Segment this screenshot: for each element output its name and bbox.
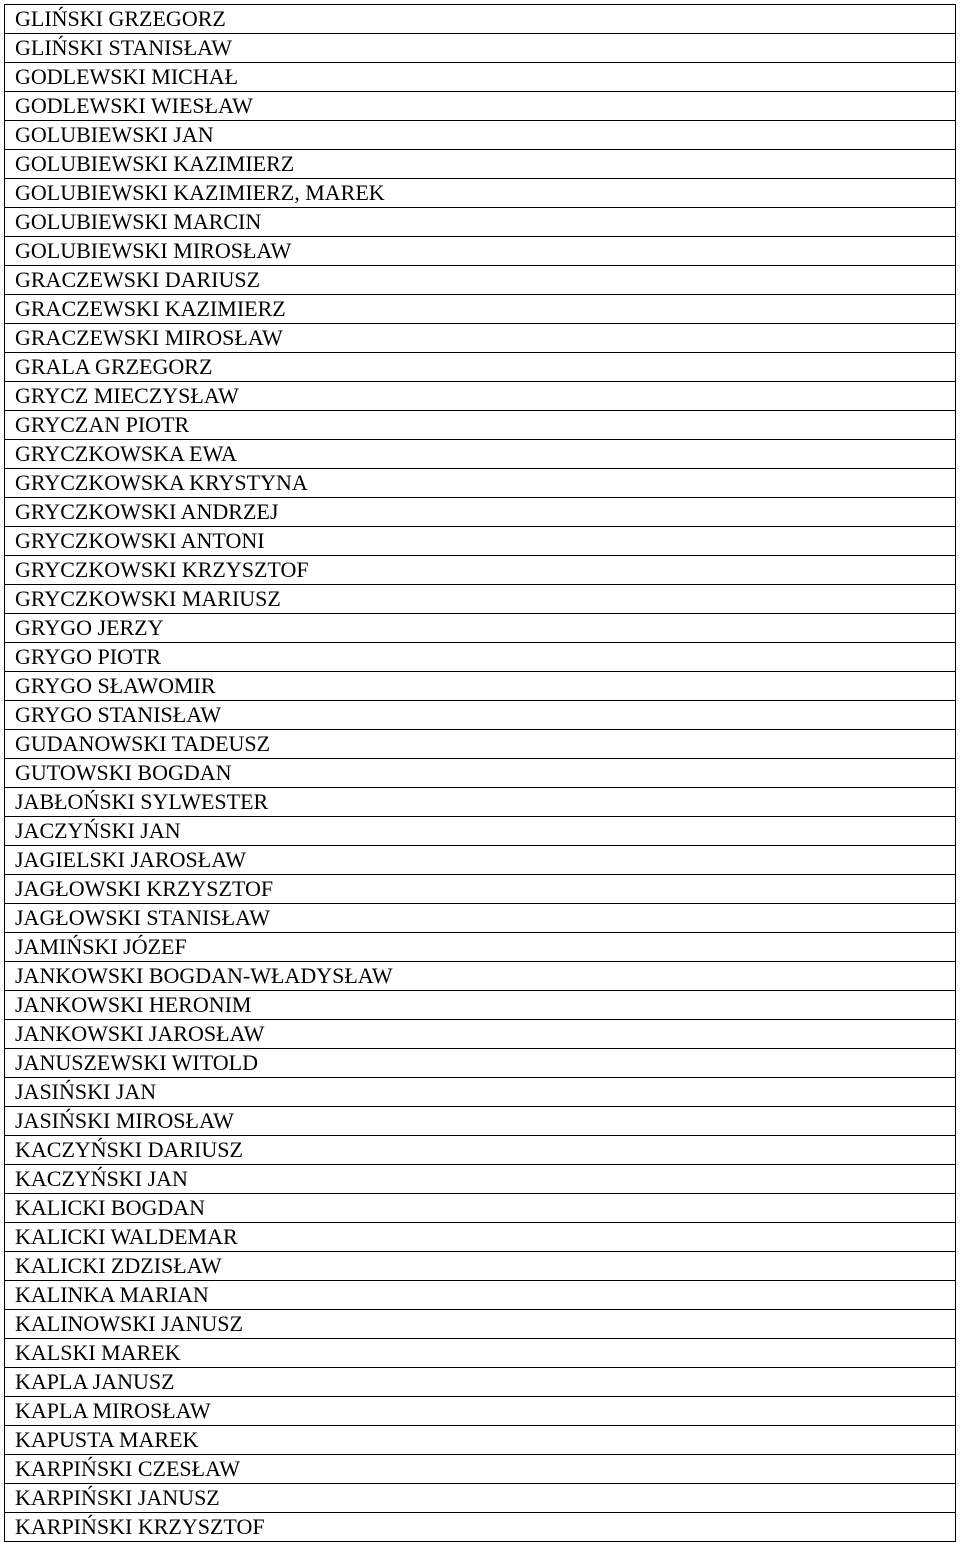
name-cell: GRYGO STANISŁAW [5, 701, 956, 730]
name-cell: GUTOWSKI BOGDAN [5, 759, 956, 788]
name-cell: GRYCZKOWSKA KRYSTYNA [5, 469, 956, 498]
table-row [5, 904, 956, 933]
table-row [5, 1455, 956, 1484]
name-cell: JACZYŃSKI JAN [5, 817, 956, 846]
table-row [5, 817, 956, 846]
name-cell: JANKOWSKI BOGDAN-WŁADYSŁAW [5, 962, 956, 991]
table-row [5, 1078, 956, 1107]
name-cell: KALICKI ZDZISŁAW [5, 1252, 956, 1281]
name-cell: GRYGO PIOTR [5, 643, 956, 672]
table-row [5, 788, 956, 817]
table-row [5, 1223, 956, 1252]
table-row [5, 34, 956, 63]
table-row [5, 759, 956, 788]
table-row [5, 991, 956, 1020]
table-row [5, 1368, 956, 1397]
table-row [5, 295, 956, 324]
name-cell: KARPIŃSKI KRZYSZTOF [5, 1513, 956, 1542]
table-row [5, 614, 956, 643]
name-cell: GODLEWSKI WIESŁAW [5, 92, 956, 121]
table-row [5, 1165, 956, 1194]
table-row [5, 5, 956, 34]
table-row [5, 1107, 956, 1136]
table-row [5, 701, 956, 730]
name-cell: KALINOWSKI JANUSZ [5, 1310, 956, 1339]
name-cell: GOLUBIEWSKI MIROSŁAW [5, 237, 956, 266]
table-row [5, 730, 956, 759]
name-cell: KALICKI WALDEMAR [5, 1223, 956, 1252]
table-row [5, 498, 956, 527]
table-row [5, 92, 956, 121]
name-cell: GRYCZ MIECZYSŁAW [5, 382, 956, 411]
name-cell: GRALA GRZEGORZ [5, 353, 956, 382]
name-cell: JABŁOŃSKI SYLWESTER [5, 788, 956, 817]
name-cell: KAPLA JANUSZ [5, 1368, 956, 1397]
table-row [5, 1484, 956, 1513]
table-row [5, 353, 956, 382]
table-row [5, 1281, 956, 1310]
table-row [5, 150, 956, 179]
table-row [5, 962, 956, 991]
name-cell: KALICKI BOGDAN [5, 1194, 956, 1223]
name-cell: GRACZEWSKI MIROSŁAW [5, 324, 956, 353]
name-cell: JANKOWSKI HERONIM [5, 991, 956, 1020]
table-row [5, 179, 956, 208]
table-row [5, 382, 956, 411]
table-row [5, 1339, 956, 1368]
name-cell: GRYCZAN PIOTR [5, 411, 956, 440]
name-cell: GRYCZKOWSKI ANDRZEJ [5, 498, 956, 527]
table-row [5, 672, 956, 701]
table-row [5, 237, 956, 266]
table-row [5, 266, 956, 295]
table-row [5, 585, 956, 614]
table-row [5, 846, 956, 875]
name-cell: KACZYŃSKI DARIUSZ [5, 1136, 956, 1165]
table-row [5, 527, 956, 556]
table-row [5, 469, 956, 498]
name-cell: KARPIŃSKI JANUSZ [5, 1484, 956, 1513]
name-cell: JAMIŃSKI JÓZEF [5, 933, 956, 962]
name-cell: GRYCZKOWSKI KRZYSZTOF [5, 556, 956, 585]
name-cell: GUDANOWSKI TADEUSZ [5, 730, 956, 759]
table-row [5, 121, 956, 150]
name-cell: GRACZEWSKI KAZIMIERZ [5, 295, 956, 324]
name-cell: JAGŁOWSKI STANISŁAW [5, 904, 956, 933]
name-cell: GRYCZKOWSKA EWA [5, 440, 956, 469]
name-cell: KAPLA MIROSŁAW [5, 1397, 956, 1426]
table-row [5, 1397, 956, 1426]
names-table [4, 4, 956, 1542]
name-cell: JANUSZEWSKI WITOLD [5, 1049, 956, 1078]
table-row [5, 208, 956, 237]
table-row [5, 1310, 956, 1339]
name-cell: GOLUBIEWSKI MARCIN [5, 208, 956, 237]
names-table-body [5, 5, 956, 1542]
name-cell: GRYGO JERZY [5, 614, 956, 643]
name-cell: KALSKI MAREK [5, 1339, 956, 1368]
name-cell: GLIŃSKI STANISŁAW [5, 34, 956, 63]
name-cell: KARPIŃSKI CZESŁAW [5, 1455, 956, 1484]
table-row [5, 933, 956, 962]
name-cell: GODLEWSKI MICHAŁ [5, 63, 956, 92]
name-cell: JAGŁOWSKI KRZYSZTOF [5, 875, 956, 904]
name-cell: KAPUSTA MAREK [5, 1426, 956, 1455]
name-cell: GRYCZKOWSKI ANTONI [5, 527, 956, 556]
name-cell: JASIŃSKI JAN [5, 1078, 956, 1107]
table-row [5, 1426, 956, 1455]
name-cell: GLIŃSKI GRZEGORZ [5, 5, 956, 34]
name-cell: KALINKA MARIAN [5, 1281, 956, 1310]
table-row [5, 63, 956, 92]
table-row [5, 1513, 956, 1542]
name-cell: GRYGO SŁAWOMIR [5, 672, 956, 701]
table-row [5, 1136, 956, 1165]
table-row [5, 411, 956, 440]
table-row [5, 1049, 956, 1078]
table-row [5, 875, 956, 904]
name-cell: JAGIELSKI JAROSŁAW [5, 846, 956, 875]
name-cell: GOLUBIEWSKI KAZIMIERZ, MAREK [5, 179, 956, 208]
table-row [5, 1252, 956, 1281]
name-cell: KACZYŃSKI JAN [5, 1165, 956, 1194]
name-cell: GRYCZKOWSKI MARIUSZ [5, 585, 956, 614]
table-row [5, 556, 956, 585]
name-cell: GOLUBIEWSKI KAZIMIERZ [5, 150, 956, 179]
table-row [5, 1020, 956, 1049]
name-cell: GOLUBIEWSKI JAN [5, 121, 956, 150]
table-row [5, 324, 956, 353]
name-cell: GRACZEWSKI DARIUSZ [5, 266, 956, 295]
table-row [5, 643, 956, 672]
table-row [5, 1194, 956, 1223]
name-cell: JASIŃSKI MIROSŁAW [5, 1107, 956, 1136]
table-row [5, 440, 956, 469]
name-cell: JANKOWSKI JAROSŁAW [5, 1020, 956, 1049]
